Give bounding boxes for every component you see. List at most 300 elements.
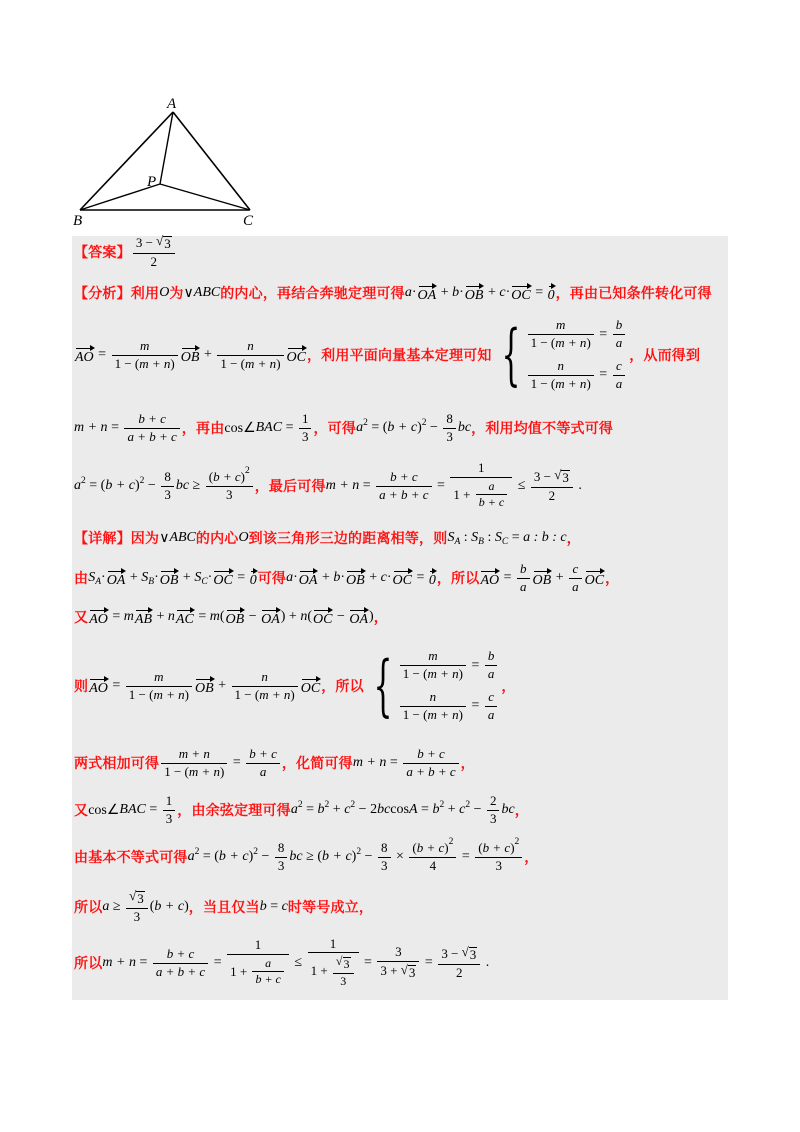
- math-symbol: =: [107, 420, 123, 435]
- math-expression: m + n: [325, 478, 360, 493]
- math-symbol: ≤: [290, 955, 306, 970]
- math-symbol: =: [508, 530, 524, 545]
- math-symbol: 3: [165, 810, 173, 826]
- math-symbol: ): [458, 706, 463, 722]
- fraction: [613, 358, 626, 393]
- math-symbol: =: [500, 570, 516, 585]
- explanation-text: ，: [501, 679, 516, 695]
- math-symbol: ): [184, 686, 189, 702]
- math-symbol: =: [302, 802, 318, 817]
- math-symbol: 1 − (: [128, 686, 154, 702]
- math-expression: bc: [377, 802, 391, 817]
- numerator: [569, 561, 582, 579]
- math-expression: b + c: [138, 410, 166, 426]
- vector: OB: [195, 676, 214, 696]
- math-symbol: −: [470, 802, 485, 817]
- explanation-text: 由基本不等式可得: [74, 850, 188, 866]
- triangle-figure: [0, 0, 800, 235]
- fraction: [475, 837, 522, 875]
- math-symbol: ×: [392, 849, 408, 864]
- radicand: √ 3: [469, 947, 477, 963]
- math-symbol: =: [282, 420, 297, 435]
- math-expression: b + c: [255, 972, 281, 987]
- math-symbol: 3: [489, 810, 497, 826]
- explanation-text: 由: [74, 571, 89, 587]
- math-expression: m + n: [245, 355, 277, 371]
- vector: AO: [480, 568, 499, 588]
- numerator: [438, 944, 480, 964]
- math-symbol: ): [586, 335, 591, 351]
- math-symbol: ∨: [183, 285, 194, 301]
- numerator: [517, 561, 530, 579]
- math-expression: S: [88, 570, 96, 585]
- math-symbol: 1 − (: [402, 706, 428, 722]
- vector: OB: [533, 568, 552, 588]
- math-expression: a + b + c: [379, 486, 429, 502]
- fraction: [613, 317, 626, 352]
- math-symbol: =: [421, 955, 437, 970]
- numerator: [613, 358, 626, 376]
- denominator: [308, 953, 359, 990]
- math-expression: c: [488, 689, 495, 704]
- math-symbol: 1: [329, 935, 337, 951]
- math-symbol: =: [266, 899, 282, 914]
- math-symbol: +: [318, 570, 334, 585]
- math-expression: m + n: [139, 355, 171, 371]
- vector: OB: [160, 568, 179, 588]
- math-symbol: (: [412, 839, 417, 855]
- vector: AO: [75, 345, 94, 365]
- math-symbol: +: [437, 285, 453, 300]
- numerator: [124, 411, 179, 429]
- math-expression: m: [123, 609, 134, 624]
- math-symbol: =: [233, 570, 249, 585]
- math-symbol: 1: [301, 410, 309, 426]
- math-expression: c: [344, 802, 351, 817]
- math-symbol: .: [482, 955, 490, 970]
- vector: AO: [89, 607, 108, 627]
- explanation-text: ，利用平面向量基本定理可知: [306, 348, 492, 364]
- vertex-label-p: P: [147, 174, 157, 190]
- math-symbol: 1 − (: [530, 375, 556, 391]
- math-expression: b: [452, 285, 460, 300]
- math-symbol: −: [333, 609, 349, 624]
- math-symbol: ): [184, 899, 189, 914]
- numerator: [376, 469, 431, 487]
- math-symbol: ≥: [189, 478, 204, 493]
- numerator: [308, 936, 359, 954]
- math-symbol: 2: [456, 964, 463, 980]
- denominator: [517, 579, 530, 596]
- subscript: B: [478, 537, 484, 548]
- numerator: [206, 466, 253, 487]
- superscript: 2: [514, 837, 520, 848]
- numerator: [275, 840, 288, 858]
- square-root: [129, 889, 145, 906]
- square-root: [554, 468, 570, 485]
- math-symbol: =: [467, 698, 483, 714]
- math-expression: a: [290, 802, 298, 817]
- math-symbol: .: [574, 478, 582, 493]
- numerator: [378, 840, 391, 858]
- math-symbol: +: [329, 802, 345, 817]
- math-symbol: ): [170, 355, 175, 371]
- math-expression: m + n: [153, 686, 185, 702]
- math-expression: bc: [501, 802, 515, 817]
- math-symbol: ): [290, 686, 295, 702]
- math-symbol: ·: [459, 285, 464, 300]
- math-expression: ABC: [193, 285, 221, 300]
- math-expression: a: [488, 478, 495, 493]
- math-symbol: ∨: [159, 530, 170, 546]
- vector: OC: [393, 568, 412, 588]
- math-symbol: 3: [381, 857, 388, 873]
- math-symbol: 1: [254, 936, 262, 952]
- math-symbol: 1 − (: [234, 686, 260, 702]
- explanation-text: ，: [605, 571, 620, 587]
- fraction: [126, 669, 192, 704]
- square-root: [336, 955, 351, 971]
- fraction: [333, 954, 354, 989]
- math-symbol: =: [210, 955, 226, 970]
- math-symbol: =: [595, 326, 611, 342]
- math-expression: b: [432, 802, 440, 817]
- math-expression: n: [300, 609, 308, 624]
- square-root: [462, 945, 478, 962]
- math-expression: O: [238, 530, 249, 545]
- numerator: [487, 793, 500, 811]
- math-expression: c: [499, 285, 506, 300]
- math-expression: a: [356, 420, 364, 435]
- fraction: [528, 317, 594, 352]
- math-symbol: +: [153, 609, 168, 624]
- radicand: √ 3: [408, 965, 416, 981]
- equation-system: [366, 648, 500, 724]
- math-symbol: 1 − (: [530, 335, 556, 351]
- denominator: [485, 707, 498, 724]
- denominator: [528, 335, 594, 352]
- math-expression: b + c: [416, 839, 445, 855]
- explanation-text: 【详解】因为: [74, 531, 160, 547]
- equation-system: [494, 317, 628, 393]
- math-symbol: +: [179, 570, 195, 585]
- math-symbol: =: [94, 347, 110, 362]
- explanation-text: ，: [524, 850, 539, 866]
- math-expression: b: [317, 802, 325, 817]
- math-expression: a: [572, 578, 579, 594]
- math-expression: c: [459, 802, 466, 817]
- math-expression: b + c: [218, 849, 249, 864]
- math-symbol: −: [426, 420, 442, 435]
- math-symbol: =: [108, 678, 124, 693]
- math-expression: a: [615, 335, 623, 351]
- fraction: [153, 946, 208, 981]
- math-symbol: 3: [133, 908, 141, 924]
- subscript: B: [148, 577, 155, 588]
- numerator: [112, 338, 178, 356]
- math-expression: a: [487, 706, 495, 722]
- numerator: [299, 411, 312, 429]
- explanation-text: ，: [373, 610, 388, 626]
- math-symbol: +: [444, 802, 460, 817]
- numerator: [443, 411, 456, 429]
- fraction: [378, 840, 391, 875]
- numerator: [528, 358, 594, 376]
- math-symbol: ·: [207, 570, 213, 585]
- fraction: [485, 648, 498, 683]
- denominator: [475, 858, 522, 875]
- math-expression: m + n: [188, 763, 221, 779]
- math-symbol: +: [552, 570, 568, 585]
- math-symbol: +: [200, 347, 216, 362]
- superscript: 2: [363, 417, 368, 428]
- superscript: 2: [194, 846, 200, 857]
- superscript: 2: [139, 475, 145, 486]
- math-symbol: ≥: [109, 899, 125, 914]
- math-expression: a + b + c: [406, 763, 456, 779]
- math-symbol: ·: [386, 570, 392, 585]
- denominator: [377, 962, 419, 981]
- math-expression: a: [404, 285, 412, 300]
- math-symbol: − 2: [355, 802, 378, 817]
- numerator: [246, 746, 280, 764]
- math-expression: m: [154, 668, 164, 684]
- math-expression: m + n: [102, 955, 136, 970]
- math-symbol: 1 − (: [164, 763, 189, 779]
- math-symbol: =: [417, 802, 433, 817]
- numerator: [161, 469, 174, 487]
- math-symbol: (: [478, 839, 483, 855]
- math-expression: a: [187, 849, 195, 864]
- math-expression: BAC: [119, 802, 146, 817]
- math-expression: a: [74, 478, 81, 493]
- vector: 0: [429, 568, 436, 588]
- math-expression: a : b : c: [523, 530, 567, 545]
- math-expression: m + n: [427, 666, 459, 682]
- math-expression: a: [487, 666, 495, 682]
- explanation-text: 所以: [74, 900, 103, 916]
- math-symbol: =: [412, 570, 428, 585]
- math-symbol: −: [258, 849, 273, 864]
- numerator: [333, 954, 354, 973]
- numerator: [227, 937, 289, 955]
- math-expression: a: [286, 570, 294, 585]
- math-expression: S: [447, 530, 455, 545]
- math-expression: b + c: [417, 745, 445, 761]
- explanation-text: 到该三角形三边的距离相等，则: [248, 531, 448, 547]
- math-symbol: cos: [390, 802, 409, 817]
- numerator: [409, 837, 456, 858]
- explanation-text: ，由余弦定理可得: [177, 803, 291, 819]
- denominator: [485, 666, 498, 683]
- math-symbol: =: [360, 955, 376, 970]
- vector: 0: [548, 283, 555, 303]
- denominator: [400, 666, 466, 683]
- math-expression: b: [520, 560, 527, 576]
- denominator: [438, 965, 480, 982]
- math-symbol: ): [134, 478, 140, 493]
- vertex-label-c: C: [243, 213, 254, 229]
- vector: OC: [511, 283, 530, 303]
- math-symbol: =: [194, 609, 210, 624]
- explanation-text: ，再由已知条件转化可得: [555, 286, 712, 302]
- math-expression: BAC: [255, 420, 283, 435]
- math-symbol: 1 +: [230, 963, 251, 979]
- math-symbol: ·: [411, 285, 417, 300]
- superscript: 2: [465, 799, 471, 810]
- denominator: [232, 687, 298, 704]
- math-symbol: =: [433, 478, 449, 493]
- numerator: [126, 669, 192, 687]
- math-symbol: ): [369, 609, 374, 624]
- math-expression: b + c: [105, 478, 135, 493]
- explanation-text: ，化简可得: [281, 756, 353, 772]
- numerator: [528, 317, 594, 335]
- math-symbol: 3 −: [533, 468, 555, 484]
- detail-line-9: [74, 918, 489, 1008]
- radicand: √ 3: [137, 891, 144, 907]
- superscript: 2: [356, 846, 362, 857]
- superscript: 2: [244, 466, 250, 477]
- fraction: [232, 669, 298, 704]
- vector: OA: [418, 283, 437, 303]
- math-symbol: ·: [340, 570, 346, 585]
- math-expression: n: [557, 358, 564, 373]
- explanation-text: ，所以: [436, 571, 480, 587]
- superscript: 2: [253, 846, 259, 857]
- denominator: [569, 579, 582, 596]
- math-expression: m + n: [259, 686, 291, 702]
- math-symbol: ): [444, 839, 449, 855]
- math-expression: c: [572, 560, 579, 576]
- math-expression: a: [102, 899, 110, 914]
- fraction: [227, 937, 289, 990]
- math-expression: c: [616, 358, 622, 373]
- explanation-text: 的内心，再结合奔驰定理可得: [220, 286, 405, 302]
- explanation-text: 又: [74, 610, 89, 626]
- explanation-text: ，再由: [181, 421, 225, 437]
- math-expression: m + n: [74, 420, 108, 435]
- math-symbol: =: [386, 755, 402, 770]
- math-symbol: =: [229, 755, 245, 770]
- subscript: A: [454, 537, 461, 548]
- vector: OC: [585, 568, 604, 588]
- math-symbol: (: [149, 899, 155, 914]
- fraction: [485, 689, 498, 724]
- math-symbol: :: [460, 530, 472, 545]
- superscript: 2: [81, 475, 86, 486]
- math-expression: a + b + c: [155, 963, 206, 979]
- math-symbol: 3 −: [135, 234, 157, 250]
- explanation-text: 【分析】利用: [74, 286, 160, 302]
- explanation-text: ，所以: [321, 679, 364, 695]
- radicand: √ 3: [164, 236, 171, 252]
- explanation-text: 则: [74, 679, 89, 695]
- math-expression: c: [380, 570, 387, 585]
- math-expression: a: [520, 578, 527, 594]
- vector: OB: [181, 345, 200, 365]
- vertex-label-b: B: [73, 213, 83, 229]
- denominator: [153, 964, 208, 981]
- math-symbol: −: [144, 478, 160, 493]
- math-expression: A: [408, 802, 418, 817]
- denominator: [112, 356, 178, 373]
- math-symbol: cos∠: [224, 420, 256, 436]
- math-symbol: = (: [367, 420, 388, 435]
- explanation-text: ，: [514, 803, 529, 819]
- math-symbol: =: [145, 802, 161, 817]
- denominator: [217, 356, 283, 373]
- math-expression: b: [487, 648, 495, 664]
- fraction: [112, 338, 178, 373]
- math-symbol: ): [248, 849, 254, 864]
- vector: OB: [465, 283, 484, 303]
- math-expression: S: [471, 530, 479, 545]
- math-symbol: :: [483, 530, 495, 545]
- math-symbol: ·: [293, 570, 298, 585]
- math-expression: b + c: [390, 468, 418, 484]
- math-expression: n: [247, 337, 254, 353]
- numerator: [400, 648, 466, 666]
- math-expression: n: [167, 609, 175, 624]
- math-symbol: ): [276, 355, 281, 371]
- math-symbol: 3: [446, 428, 453, 444]
- math-symbol: 1 − (: [402, 666, 428, 682]
- subscript: A: [95, 577, 102, 588]
- math-symbol: 4: [429, 857, 437, 873]
- math-expression: a: [615, 375, 623, 391]
- fraction: [217, 338, 283, 373]
- math-expression: n: [429, 689, 437, 704]
- vector: OA: [107, 568, 126, 588]
- math-symbol: 1: [478, 459, 485, 475]
- explanation-text: ，最后可得: [254, 479, 326, 495]
- explanation-text: ，利用均值不等式可得: [471, 421, 614, 437]
- numerator: [163, 793, 176, 811]
- math-expression: m + n: [178, 745, 210, 761]
- fraction: [308, 936, 359, 991]
- math-expression: b + c: [478, 495, 505, 510]
- vector: OA: [261, 607, 280, 627]
- system-rows: [398, 648, 500, 724]
- system-rows: [526, 317, 628, 393]
- system-row: [398, 648, 500, 683]
- vector: OA: [349, 607, 368, 627]
- math-expression: m + n: [352, 755, 387, 770]
- math-symbol: =: [359, 478, 375, 493]
- math-symbol: =: [467, 657, 483, 673]
- math-expression: m + n: [555, 375, 587, 391]
- math-expression: m: [139, 337, 150, 353]
- superscript: 2: [421, 417, 427, 428]
- math-symbol: +: [484, 285, 500, 300]
- math-symbol: +: [365, 570, 381, 585]
- math-expression: b: [333, 570, 341, 585]
- math-symbol: 8: [277, 839, 285, 855]
- math-symbol: 2: [150, 253, 158, 269]
- square-root: [401, 963, 417, 980]
- math-expression: ABC: [169, 530, 196, 545]
- math-symbol: 3: [301, 428, 309, 444]
- numerator: [403, 746, 458, 764]
- explanation-text: 为: [169, 286, 184, 302]
- math-symbol: = (: [199, 849, 219, 864]
- vector: AO: [89, 676, 108, 696]
- math-expression: { m: [428, 648, 438, 664]
- math-symbol: ≥ (: [302, 849, 322, 864]
- math-symbol: ): [220, 763, 225, 779]
- subscript: C: [201, 577, 208, 588]
